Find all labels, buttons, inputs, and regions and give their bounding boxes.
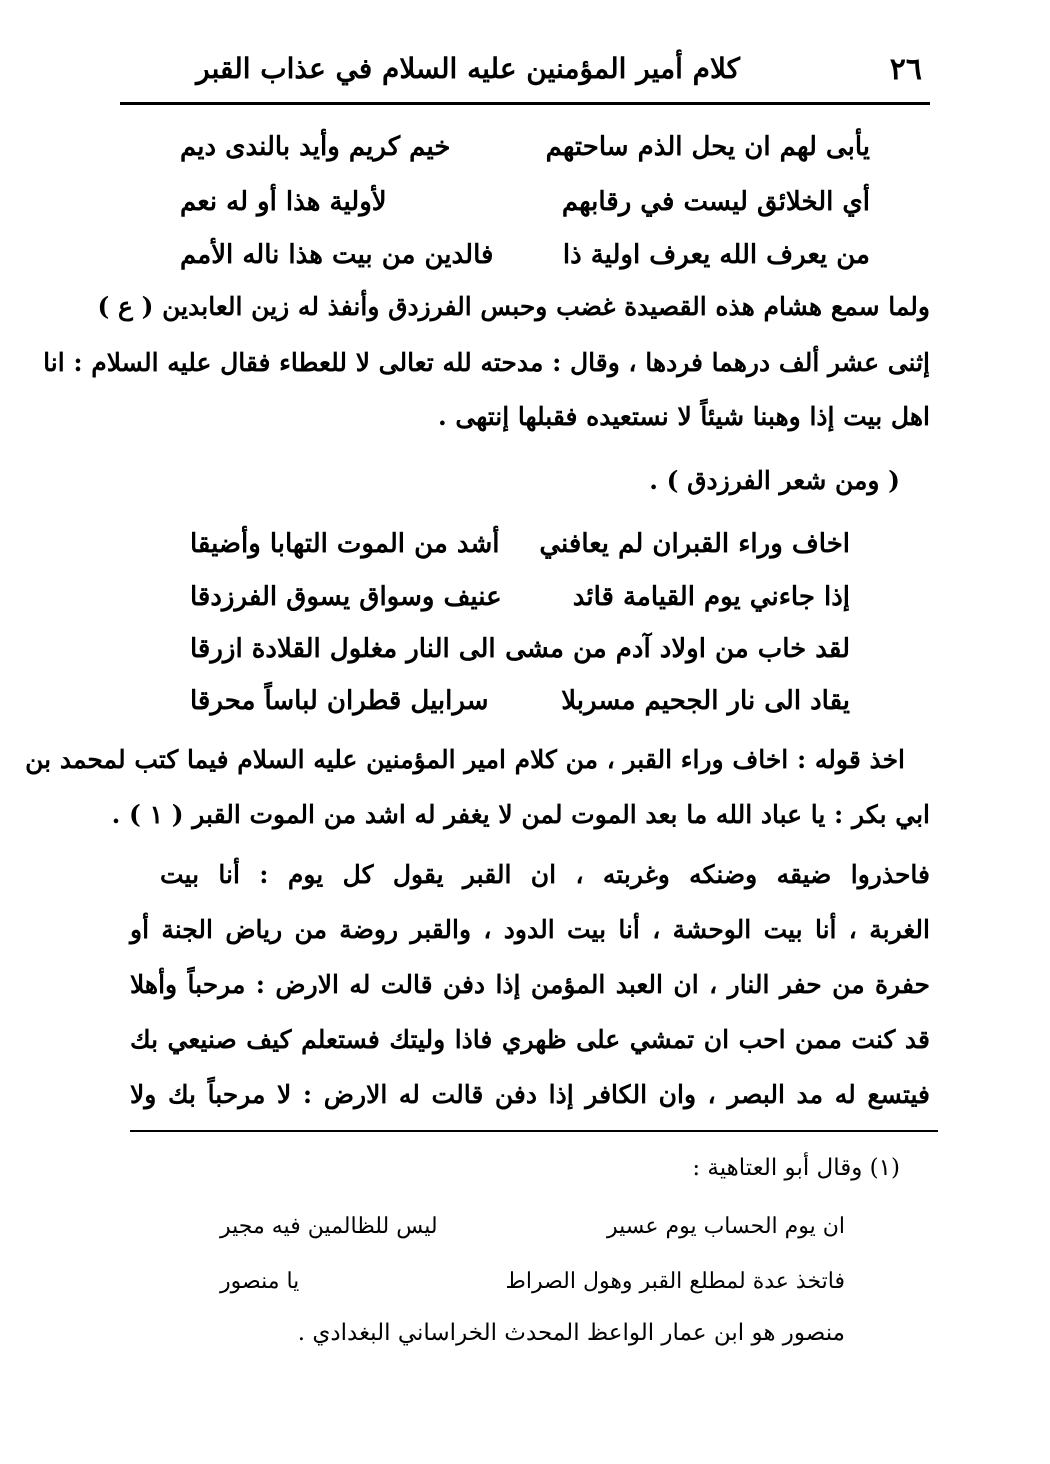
poem1-verse bbox=[180, 183, 870, 233]
hemistich-second: الى النار مغلول القلادة ازرقا bbox=[190, 634, 496, 664]
paragraph-line: فاحذروا ضيقه وضنكه وغربته ، ان القبر يقول كل يوم : أنا بيت bbox=[160, 860, 930, 889]
hemistich-second: خيم كريم وأيد بالندى ديم bbox=[180, 132, 451, 162]
hemistich-first: من يعرف الله يعرف اولية ذا bbox=[562, 240, 870, 270]
hemistich-first: ان يوم الحساب يوم عسير bbox=[606, 1214, 845, 1239]
poem1-verse bbox=[180, 128, 870, 178]
hemistich-first: اخاف وراء القبران لم يعافني bbox=[539, 529, 850, 559]
hemistich-second: ليس للظالمين فيه مجير bbox=[220, 1214, 438, 1239]
hemistich-second: فالدين من بيت هذا ناله الأمم bbox=[180, 240, 494, 270]
poem2-verse bbox=[190, 682, 850, 732]
paragraph-line: إثنى عشر ألف درهما فردها ، وقال : مدحته لله تعالى لا للعطاء فقال عليه السلام : انا bbox=[43, 348, 930, 377]
hemistich-first: أي الخلائق ليست في رقابهم bbox=[561, 187, 870, 217]
poem1-verse bbox=[180, 236, 870, 286]
hemistich-second: عنيف وسواق يسوق الفرزدقا bbox=[190, 582, 502, 612]
footnote-heading: (١) وقال أبو العتاهية : bbox=[692, 1155, 900, 1181]
page-header bbox=[120, 44, 930, 105]
footnote-verse bbox=[220, 1265, 845, 1311]
hemistich-second: أشد من الموت التهابا وأضيقا bbox=[190, 529, 500, 559]
footnote-verse bbox=[220, 1210, 845, 1256]
paragraph-line: اخذ قوله : اخاف وراء القبر ، من كلام امير المؤمنين عليه السلام فيما كتب لمحمد بن bbox=[25, 745, 905, 774]
paragraph-line: الغربة ، أنا بيت الوحشة ، أنا بيت الدود ، والقبر روضة من رياض الجنة أو bbox=[130, 915, 930, 944]
paragraph-line: اهل بيت إذا وهبنا شيئاً لا نستعيده فقبلها إنتهى . bbox=[437, 402, 930, 431]
hemistich-first: إذا جاءني يوم القيامة قائد bbox=[572, 582, 850, 612]
hemistich-second: لأولية هذا أو له نعم bbox=[180, 187, 387, 217]
section-heading: ( ومن شعر الفرزدق ) . bbox=[649, 466, 900, 495]
paragraph-line: قد كنت ممن احب ان تمشي على ظهري فاذا وليتك فستعلم كيف صنيعي بك bbox=[130, 1025, 930, 1054]
hemistich-first: يقاد الى نار الجحيم مسربلا bbox=[561, 686, 850, 716]
paragraph-line: ابي بكر : يا عباد الله ما بعد الموت لمن لا يغفر له اشد من الموت القبر ( ١ ) . bbox=[111, 800, 930, 829]
poem2-verse bbox=[190, 630, 850, 680]
footnote-closing: منصور هو ابن عمار الواعظ المحدث الخراساني البغدادي . bbox=[297, 1320, 845, 1346]
paragraph-line: ولما سمع هشام هذه القصيدة غضب وحبس الفرزدق وأنفذ له زين العابدين ( ع ) bbox=[97, 292, 930, 321]
paragraph-line: فيتسع له مد البصر ، وان الكافر إذا دفن قالت له الارض : لا مرحباً بك ولا bbox=[130, 1080, 930, 1109]
running-title: كلام أمير المؤمنين عليه السلام في عذاب القبر bbox=[196, 52, 740, 85]
hemistich-first: فاتخذ عدة لمطلع القبر وهول الصراط bbox=[505, 1269, 845, 1294]
hemistich-first: يأبى لهم ان يحل الذم ساحتهم bbox=[545, 132, 870, 162]
poem2-verse bbox=[190, 525, 850, 575]
hemistich-first: لقد خاب من اولاد آدم من مشى bbox=[505, 634, 850, 664]
footnote-divider bbox=[130, 1130, 938, 1132]
hemistich-second: يا منصور bbox=[220, 1269, 300, 1294]
poem2-verse bbox=[190, 578, 850, 628]
hemistich-second: سرابيل قطران لباساً محرقا bbox=[190, 686, 489, 716]
paragraph-line: حفرة من حفر النار ، ان العبد المؤمن إذا دفن قالت له الارض : مرحباً وأهلا bbox=[130, 970, 930, 999]
page-number: ٢٦ bbox=[889, 52, 922, 87]
